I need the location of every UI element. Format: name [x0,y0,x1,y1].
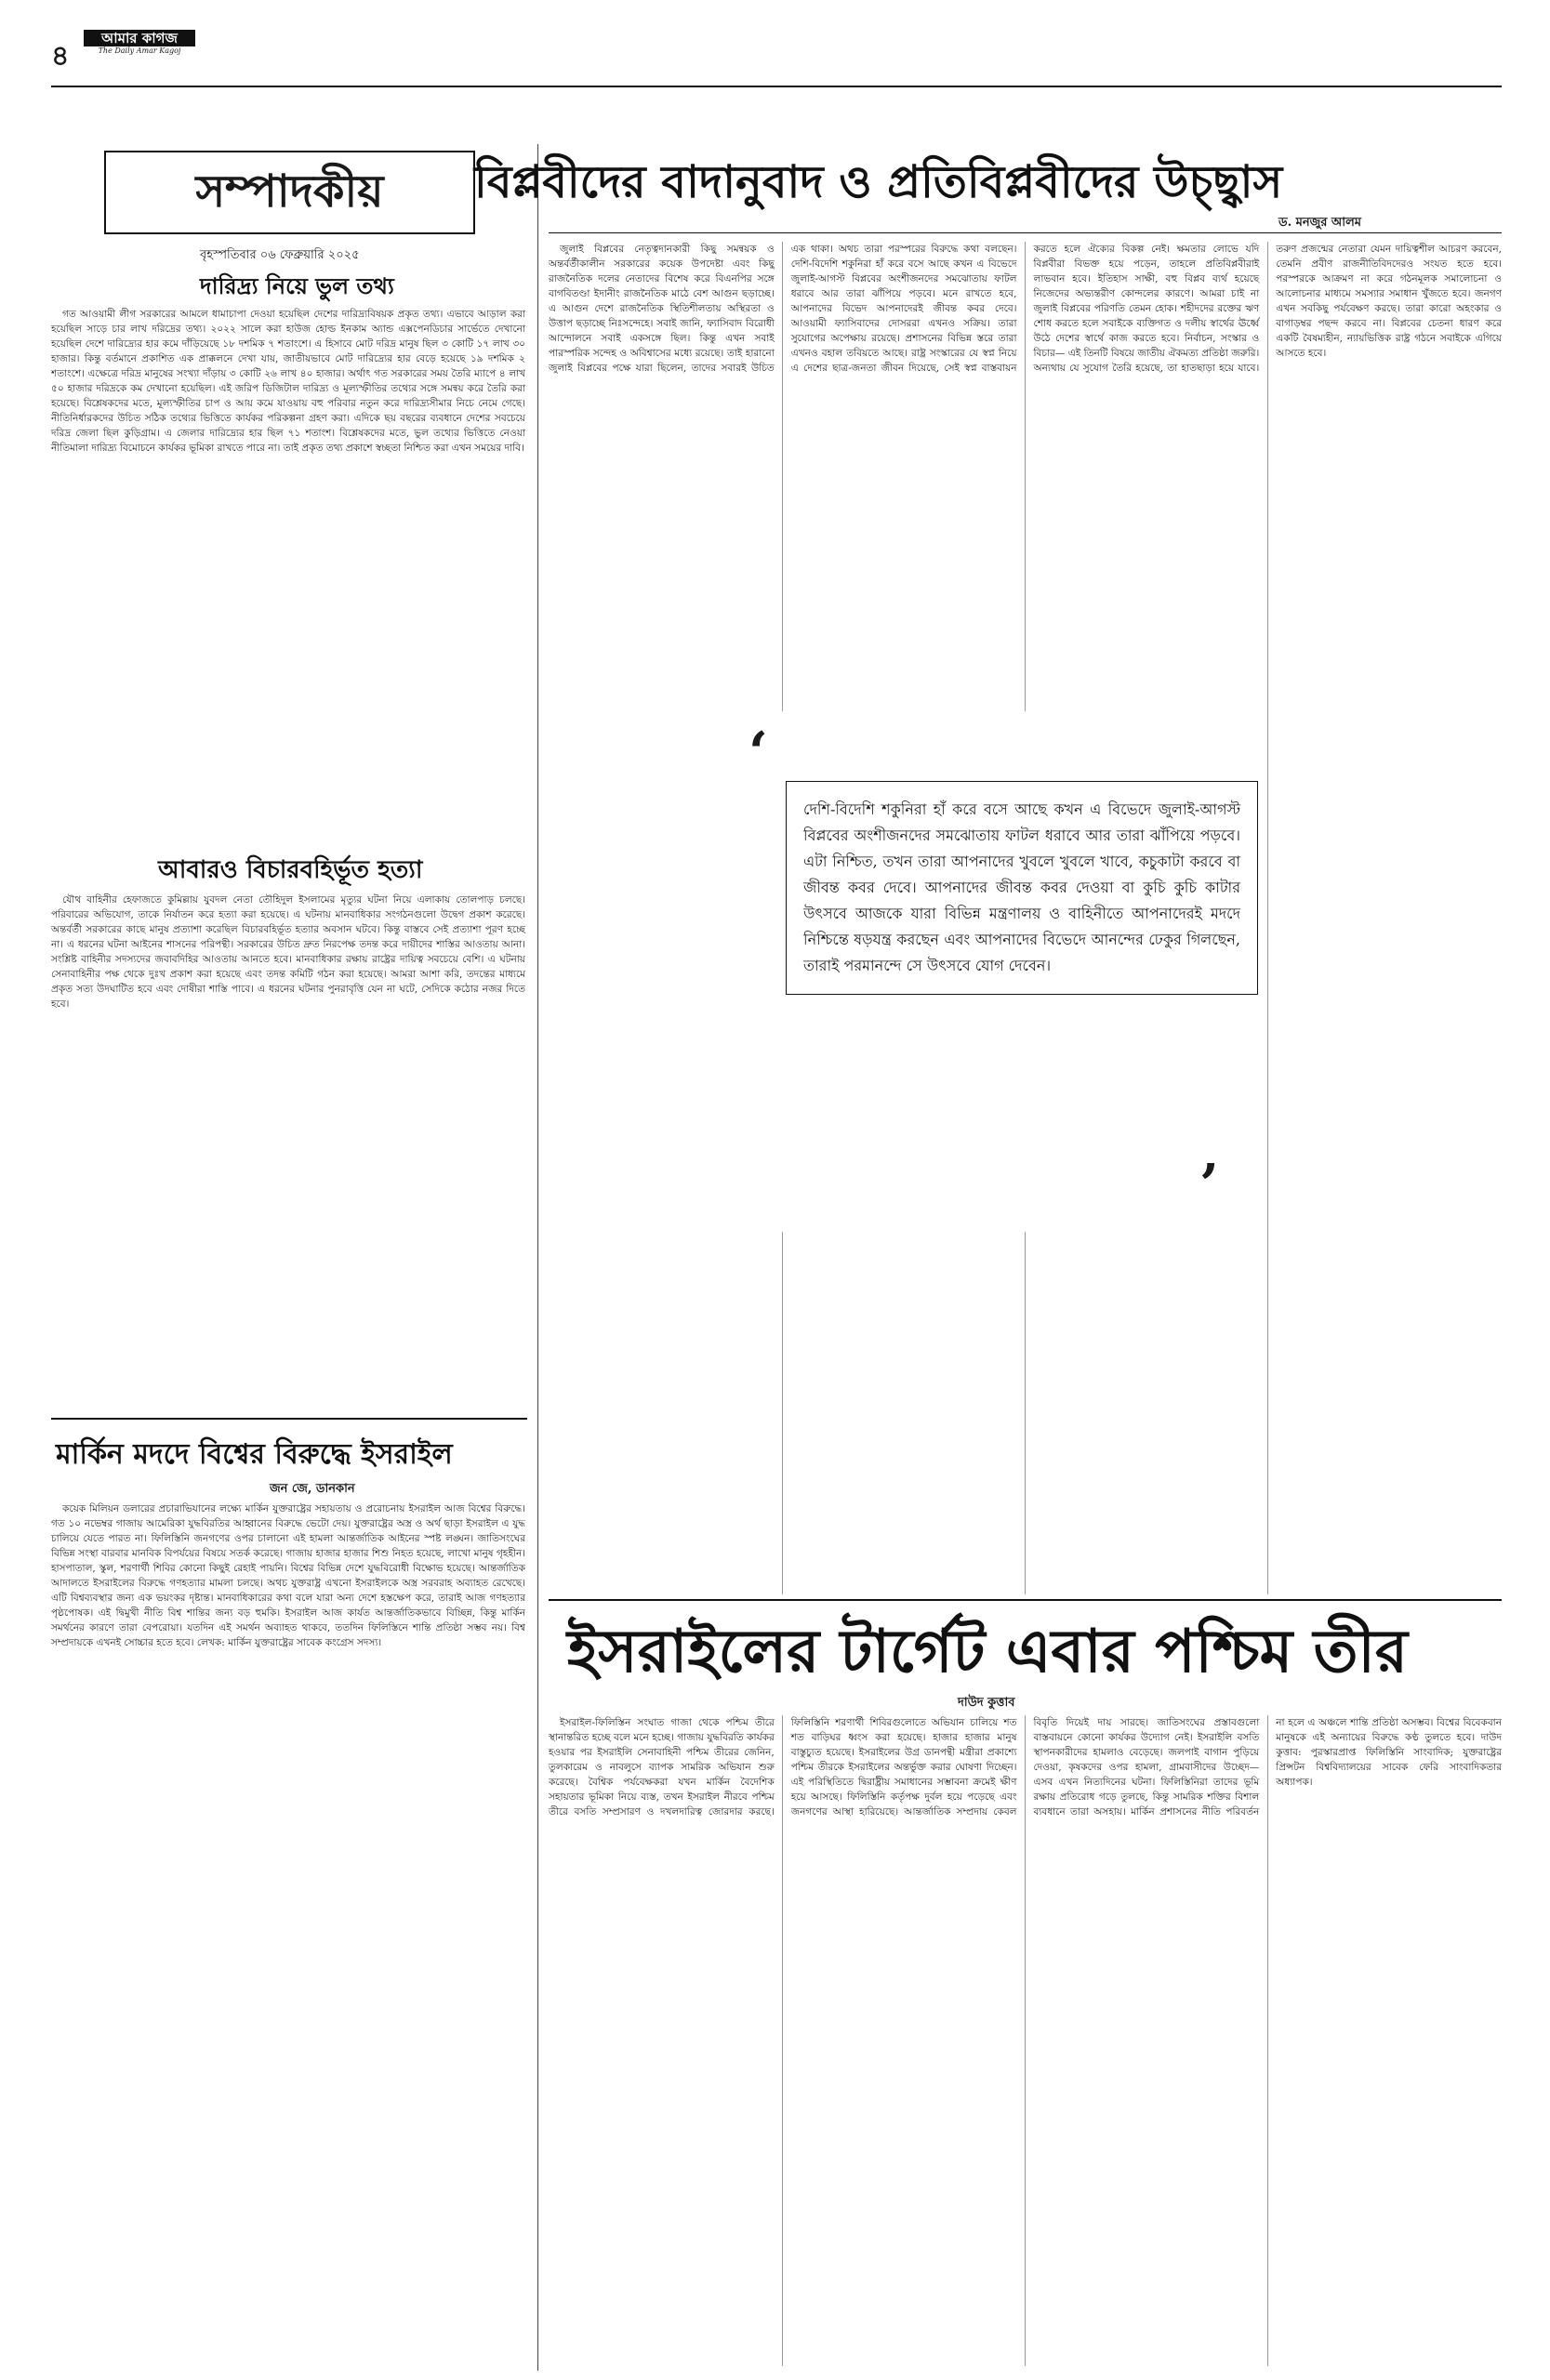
bottom-article-text: ইসরাইল-ফিলিস্তিন সংঘাত গাজা থেকে পশ্চিম তীরে স্থানান্তরিত হচ্ছে বলে মনে হচ্ছে। গাজায় যুদ্ধবিরতি কার্যকর হওয়ার পর ইসরাইলি সেনাবাহিনী পশ্চিম তীরের জেনিন, তুলকারেম ও নাবলুসে ব্যাপক সামরিক অভিযান শুরু করেছে। বৈশ্বিক পর্যবেক্ষকরা যখন মার্কিন বৈদেশিক সহায়তার ভূমিকা নিয়ে ব্যস্ত, তখন ইসরাইল নীরবে পশ্চিম তীরে বসতি সম্প্রসারণ ও দখলদারিত্ব জোরদার করছে। ফিলিস্তিনি শরণার্থী শিবিরগুলোতে অভিযান চালিয়ে শত শত বাড়িঘর ধ্বংস করা হয়েছে। হাজার হাজার মানুষ বাস্তুচ্যুত হয়েছে। ইসরাইলের উগ্র ডানপন্থী মন্ত্রীরা প্রকাশ্যে পশ্চিম তীরকে ইসরাইলের অন্তর্ভুক্ত করার ঘোষণা দিচ্ছেন। এই পরিস্থিতিতে দ্বিরাষ্ট্রীয় সমাধানের সম্ভাবনা ক্রমেই ক্ষীণ হয়ে আসছে। ফিলিস্তিনি কর্তৃপক্ষ দুর্বল হয়ে পড়েছে এবং জনগণের আস্থা হারিয়েছে। আন্তর্জাতিক সম্প্রদায় কেবল বিবৃতি দিয়েই দায় সারছে। জাতিসংঘের প্রস্তাবগুলো বাস্তবায়নে কোনো কার্যকর উদ্যোগ নেই। ইসরাইলি বসতি স্থাপনকারীদের হামলাও বেড়েছে। জলপাই বাগান পুড়িয়ে দেওয়া, কৃষকদের ওপর হামলা, গ্রামবাসীদের উচ্ছেদ— এসব এখন নিত্যদিনের ঘটনা। ফিলিস্তিনিরা তাদের ভূমি রক্ষায় প্রতিরোধ গড়ে তুলছে, কিন্তু সামরিক শক্তির বিশাল ব্যবধানে তারা অসহায়। মার্কিন প্রশাসনের নীতি পরিবর্তন না হলে এ অঞ্চলে শান্তি প্রতিষ্ঠা অসম্ভব। বিশ্বের বিবেকবান মানুষকে এই অন্যায়ের বিরুদ্ধে কণ্ঠ তুলতে হবে। দাউদ কুত্তাব: পুরস্কারপ্রাপ্ত ফিলিস্তিনি সাংবাদিক; যুক্তরাষ্ট্রের প্রিন্সটন বিশ্ববিদ্যালয়ের সাবেক ফেরি সাংবাদিকতার অধ্যাপক। [549,1717,1502,1818]
column-divider [537,144,538,2371]
main-article-title: বিপ্লবীদের বাদানুবাদ ও প্রতিবিপ্লবীদের উচ্ছ্বাস [474,156,1283,208]
editorial-2-title: আবারও বিচারবহির্ভূত হত্যা [158,856,423,884]
editorial-1-text: গত আওয়ামী লীগ সরকারের আমলে ধামাচাপা দেওয়া হয়েছিল দেশের দারিদ্র্যবিষয়ক প্রকৃত তথ্য। এভাবে আড়াল করা হয়েছিল সাড়ে চার লাখ দরিদ্রের তথ্য। ২০২২ সালে করা হাউজ হোল্ড ইনকাম অ্যান্ড এক্সপেনডিচার সার্ভেতে দেখানো হয়েছিল দেশে দারিদ্র্যের হার কমে দাঁড়িয়েছে ১৮ দশমিক ৭ শতাংশে। এ হিসাবে মোট দরিদ্র মানুষ ছিল ৩ কোটি ১৭ লাখ ৩০ হাজার। কিন্তু বর্তমানে প্রকাশিত এক প্রাক্কলনে দেখা যায়, জাতীয়ভাবে মোট দারিদ্র্যের হার বেড়ে হয়েছে ১৯ দশমিক ২ শতাংশে। এক্ষেত্রে দরিদ্র মানুষের সংখ্যা দাঁড়ায় ৩ কোটি ২৬ লাখ ৪০ হাজার। অর্থাৎ গত সরকারের সময় তৈরি ম্যাপে ৪ লাখ ৫০ হাজার দরিদ্রকে কম দেখানো হয়েছিল। এই জরিপ ডিজিটাল দারিদ্র্য ও মূল্যস্ফীতির তথ্যের সঙ্গে সমন্বয় করে তৈরি করা হয়েছে। বিশ্লেষকদের মতে, মূল্যস্ফীতির চাপ ও আয় কমে যাওয়ায় বহু পরিবার নতুন করে দারিদ্র্যসীমার নিচে নেমে গেছে। নীতিনির্ধারকদের উচিত সঠিক তথ্যের ভিত্তিতে কার্যকর পরিকল্পনা গ্রহণ করা। এদিকে ছয় বছরের ব্যবধানে দেশের সবচেয়ে দরিদ্র জেলা ছিল কুড়িগ্রাম। এ জেলার দারিদ্র্যের হার ছিল ৭১ শতাংশ। বিশ্লেষকদের মতে, ভুল তথ্যের ভিত্তিতে নেওয়া নীতিমালা দারিদ্র্য বিমোচনে কার্যকর ভূমিকা রাখতে পারে না। তাই প্রকৃত তথ্য প্রকাশে স্বচ্ছতা নিশ্চিত করা এখন সময়ের দাবি। [51,309,525,454]
left-article-byline: জন জে, ডানকান [270,1482,355,1496]
editorial-1-body [51,307,525,837]
main-article-text: জুলাই বিপ্লবের নেতৃত্বদানকারী কিছু সমন্বয়ক ও অন্তর্বর্তীকালীন সরকারের কয়েক উপদেষ্টা এবং কিছু রাজনৈতিক দলের নেতাদের বিশেষ করে বিএনপির সঙ্গে বাগবিতণ্ডা ইদানীং রাজনৈতিক মাঠে বেশ আগুন ছড়াচ্ছে। এ আগুন দেশে রাজনৈতিক স্থিতিশীলতায় অস্থিরতা ও উত্তাপ ছড়াচ্ছে নিঃসন্দেহে। সবাই জানি, ফ্যাসিবাদ বিরোধী আন্দোলনে সবাই একসঙ্গে ছিল। কিন্তু এখন সবাই পারস্পরিক সন্দেহ ও অবিশ্বাসের মধ্যে রয়েছে। তাই হারানো জুলাই বিপ্লবের পক্ষে যারা ছিলেন, তাদের সবারই উচিত এক থাকা। অথচ তারা পরস্পরের বিরুদ্ধে কথা বলছেন। দেশি-বিদেশি শকুনিরা হাঁ করে বসে আছে কখন এ বিভেদে জুলাই-আগস্ট বিপ্লবের অংশীজনদের সমঝোতায় ফাটল ধরাবে আর তারা ঝাঁপিয়ে পড়বে। মনে রাখতে হবে, আপনাদের বিভেদ আপনাদেরই জীবন্ত কবর দেবে। আওয়ামী ফ্যাসিবাদের দোসররা এখনও সক্রিয়। তারা সুযোগের অপেক্ষায় রয়েছে। প্রশাসনের বিভিন্ন স্তরে তারা এখনও বহাল তবিয়তে আছে। রাষ্ট্র সংস্কারের যে স্বপ্ন নিয়ে এ দেশের ছাত্র-জনতা জীবন দিয়েছে, সেই স্বপ্ন বাস্তবায়ন করতে হলে ঐক্যের বিকল্প নেই। ক্ষমতার লোভে যদি বিপ্লবীরা বিভক্ত হয়ে পড়েন, তাহলে প্রতিবিপ্লবীরাই লাভবান হবে। ইতিহাস সাক্ষী, বহু বিপ্লব ব্যর্থ হয়েছে নিজেদের অভ্যন্তরীণ কোন্দলের কারণে। আমরা চাই না জুলাই বিপ্লবের পরিণতি তেমন হোক। শহীদদের রক্তের ঋণ শোধ করতে হলে সবাইকে ব্যক্তিগত ও দলীয় স্বার্থের ঊর্ধ্বে উঠে দেশের স্বার্থে কাজ করতে হবে। নির্বাচন, সংস্কার ও বিচার— এই তিনটি বিষয়ে জাতীয় ঐকমত্য প্রতিষ্ঠা জরুরি। অন্যথায় যে সুযোগ তৈরি হয়েছে, তা হাতছাড়া হয়ে যাবে। তরুণ প্রজন্মের নেতারা যেমন দায়িত্বশীল আচরণ করবেন, তেমনি প্রবীণ রাজনীতিবিদদেরও সংযত হতে হবে। পরস্পরকে আক্রমণ না করে গঠনমূলক সমালোচনা ও আলোচনার মাধ্যমে সমস্যার সমাধান খুঁজতে হবে। জনগণ এখন সবকিছু পর্যবেক্ষণ করছে। তারা কারো অহংকার ও বাগাড়ম্বর পছন্দ করবে না। বিপ্লবের চেতনা ধারণ করে একটি বৈষম্যহীন, ন্যায়ভিত্তিক রাষ্ট্র গঠনে সবাইকে এগিয়ে আসতে হবে। [549,244,1502,374]
editorial-1-title: দারিদ্র্য নিয়ে ভুল তথ্য [200,272,394,299]
bottom-article-body [549,1715,1502,2366]
divider [549,1599,1502,1601]
divider [549,232,1502,233]
editorial-date: বৃহস্পতিবার ০৬ ফেব্রুয়ারি ২০২৫ [200,248,360,262]
editorial-label: সম্পাদকীয় [104,151,475,234]
left-article-body [51,1501,525,2366]
bottom-article-byline: দাউদ কুত্তাব [958,1696,1015,1710]
main-article-byline: ড. মনজুর আলম [1278,216,1361,230]
divider [51,1418,527,1420]
quote-open-mark: ‘ [749,721,768,786]
editorial-2-body [51,892,525,1413]
page-number: ৪ [51,40,70,73]
left-article-text: কয়েক মিলিয়ন ডলারের প্রচারাভিযানের লক্ষ্যে মার্কিন যুক্তরাষ্ট্রের সহায়তায় ও প্ররোচনায় ইসরাইল আজ বিশ্বের বিরুদ্ধে। গত ১০ নভেম্বর গাজায় আমেরিকা যুদ্ধবিরতির আহ্বানের বিরুদ্ধে ভেটো দেয়। যুক্তরাষ্ট্রের অস্ত্র ও অর্থ ছাড়া ইসরাইল এ যুদ্ধ চালিয়ে যেতে পারত না। ফিলিস্তিনি জনগণের ওপর চালানো এই হামলা আন্তর্জাতিক আইনের স্পষ্ট লঙ্ঘন। জাতিসংঘের বিভিন্ন সংস্থা বারবার মানবিক বিপর্যয়ের বিষয়ে সতর্ক করেছে। গাজায় হাজার হাজার শিশু নিহত হয়েছে, লাখো মানুষ গৃহহীন। হাসপাতাল, স্কুল, শরণার্থী শিবির কোনো কিছুই রেহাই পায়নি। বিশ্বের বিভিন্ন দেশে যুদ্ধবিরোধী বিক্ষোভ হয়েছে। আন্তর্জাতিক আদালতে ইসরাইলের বিরুদ্ধে গণহত্যার মামলা চলছে। অথচ যুক্তরাষ্ট্র এখনো ইসরাইলকে অস্ত্র সরবরাহ অব্যাহত রেখেছে। এটি বিশ্বব্যবস্থার জন্য এক ভয়ংকর দৃষ্টান্ত। মানবাধিকারের কথা বলে যারা অন্য দেশে হস্তক্ষেপ করে, তারাই আজ গণহত্যার পৃষ্ঠপোষক। এই দ্বিমুখী নীতি বিশ্ব শান্তির জন্য বড় হুমকি। ইসরাইল আজ কার্যত আন্তর্জাতিকভাবে বিচ্ছিন্ন, কিন্তু মার্কিন সমর্থনের কারণে তারা বেপরোয়া। যতদিন এই সমর্থন অব্যাহত থাকবে, ততদিন ফিলিস্তিনে শান্তি প্রতিষ্ঠা সম্ভব নয়। বিশ্ব সম্প্রদায়কে এখনই সোচ্চার হতে হবে। লেখক: মার্কিন যুক্তরাষ্ট্রের সাবেক কংগ্রেস সদস্য। [51,1503,525,1648]
pull-quote: দেশি-বিদেশি শকুনিরা হাঁ করে বসে আছে কখন এ বিভেদে জুলাই-আগস্ট বিপ্লবের অংশীজনদের সমঝোতায় ফাটল ধরাবে আর তারা ঝাঁপিয়ে পড়বে। এটা নিশ্চিত, তখন তারা আপনাদের খুবলে খুবলে খাবে, কচুকাটা করবে বা জীবন্ত কবর দেবে। আপনাদের জীবন্ত কবর দেওয়া বা কুচি কুচি কাটার উৎসবে আজকে যারা বিভিন্ন মন্ত্রণালয় ও বাহিনীতে আপনাদেরই মদদে নিশ্চিন্তে ষড়যন্ত্র করছেন এবং আপনাদের বিভেদে আনন্দের ঢেকুর গিলছেন, তারাই পরমানন্দে সে উৎসবে যোগ দেবেন। [786,781,1258,995]
left-article-title: মার্কিন মদদে বিশ্বের বিরুদ্ধে ইসরাইল [56,1438,453,1471]
editorial-2-text: যৌথ বাহিনীর হেফাজতে কুমিল্লায় যুবদল নেতা তৌহিদুল ইসলামের মৃত্যুর ঘটনা নিয়ে এলাকায় তোলপাড় চলছে। পরিবারের অভিযোগ, তাকে নির্যাতন করে হত্যা করা হয়েছে। এ ঘটনায় মানবাধিকার সংগঠনগুলো উদ্বেগ প্রকাশ করেছে। অন্তর্বর্তী সরকারের কাছে মানুষ প্রত্যাশা করেছিল বিচারবহির্ভূত হত্যার অবসান ঘটবে। কিন্তু বাস্তবে সেই প্রত্যাশা পূরণ হচ্ছে না। এ ধরনের ঘটনা আইনের শাসনের পরিপন্থী। সরকারের উচিত দ্রুত নিরপেক্ষ তদন্ত করে দায়ীদের শাস্তির আওতায় আনা। সংশ্লিষ্ট বাহিনীর সদস্যদের জবাবদিহির আওতায় আনতে হবে। মানবাধিকার রক্ষায় রাষ্ট্রের দায়িত্ব সবচেয়ে বেশি। এ ঘটনায় সেনাবাহিনীর পক্ষ থেকে দুঃখ প্রকাশ করা হয়েছে এবং তদন্ত কমিটি গঠন করা হয়েছে। আমরা আশা করি, তদন্তের মাধ্যমে প্রকৃত সত্য উদঘাটিত হবে এবং দোষীরা শাস্তি পাবে। এ ধরনের ঘটনার পুনরাবৃত্তি যেন না ঘটে, সেদিকে কঠোর নজর দিতে হবে। [51,894,525,1010]
bottom-article-title: ইসরাইলের টার্গেট এবার পশ্চিম তীর [567,1617,1408,1686]
newspaper-logo [84,30,195,71]
quote-close-mark: ’ [1199,1153,1219,1218]
logo-sub: The Daily Amar Kagoj [98,46,181,55]
logo-name: আমার কাগজ [84,30,195,46]
masthead [51,28,1502,87]
